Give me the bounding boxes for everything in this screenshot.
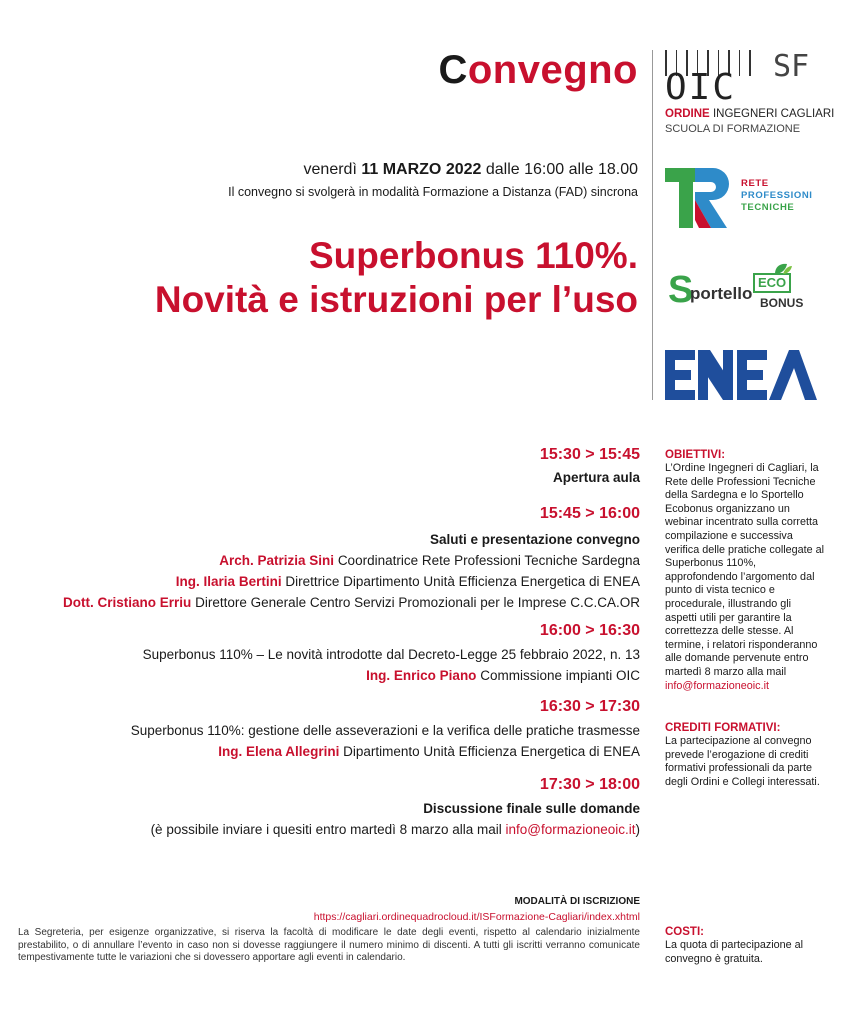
slot-title: Apertura aula (552, 470, 640, 485)
page-title: Convegno (438, 48, 638, 92)
speaker-name: Ing. Ilaria Bertini (175, 574, 282, 589)
program-slot-4 (131, 698, 640, 762)
speaker-name: Arch. Patrizia Sini (219, 553, 335, 568)
oic-sf-mark: SF (773, 49, 810, 84)
speaker-row (131, 741, 640, 762)
contact-email-link[interactable]: info@formazioneoic.it (505, 822, 636, 837)
enea-mark-icon (665, 350, 817, 400)
speaker-role: Direttore Generale Centro Servizi Promozionali per le Imprese C.C.CA.OR (195, 595, 640, 610)
sportello-ecobonus-logo: S portello ECO BONUS (668, 262, 818, 322)
event-date: venerdì 11 MARZO 2022 dalle 16:00 alle 18.00 (303, 161, 638, 178)
enea-logo (665, 350, 817, 400)
speaker-name: Ing. Enrico Piano (366, 668, 477, 683)
oic-order-name: ORDINE INGEGNERI CAGLIARI (665, 108, 835, 120)
leaf-icon (773, 262, 793, 276)
registration-link[interactable]: https://cagliari.ordinequadrocloud.it/ISFormazione-Cagliari/index.xhtml (313, 911, 640, 923)
speaker-name: Ing. Elena Allegrini (218, 744, 340, 759)
credits-text: La partecipazione al convegno prevede l’erogazione di crediti formativi professionali da parte degli Ordini e Collegi interessati. (665, 735, 820, 788)
objectives-heading: OBIETTIVI: (665, 449, 726, 461)
objectives-text: L’Ordine Ingegneri di Cagliari, la Rete delle Professioni Tecniche della Sardegna e lo Sportello Ecobonus organizzano un webinar incentrato sulla corretta compilazione e successiva verifica delle pratiche collegate al Superbonus 110%, approfondendo l’argomento dal punto di vista tecnico e procedurale, illustrando gli aspetti utili per garantire la correttezza delle stesse. Al termine, i relatori risponderanno alle domande pervenute entro martedì 8 marzo alla mail info@formazioneoic.it (665, 462, 825, 692)
oic-school-name: SCUOLA DI FORMAZIONE (665, 123, 801, 135)
speaker-row (63, 592, 640, 613)
slot-time: 16:30 > 17:30 (539, 698, 640, 715)
speaker-role: Direttrice Dipartimento Unità Efficienza Energetica di ENEA (285, 574, 640, 589)
slot-title: Superbonus 110%: gestione delle asseverazioni e la verifica delle pratiche trasmesse (130, 723, 640, 738)
costs-heading: COSTI: (665, 926, 704, 938)
rete-professioni-tecniche-logo (665, 168, 825, 228)
event-format: Il convegno si svolgerà in modalità Formazione a Distanza (FAD) sincrona (228, 185, 638, 199)
objectives-email-link[interactable]: info@formazioneoic.it (665, 679, 769, 692)
slot-time: 15:45 > 16:00 (539, 505, 640, 522)
slot-note: (è possibile inviare i quesiti entro martedì 8 marzo alla mail info@formazioneoic.it) (150, 822, 640, 837)
info-sidebar (665, 448, 825, 789)
speaker-role: Coordinatrice Rete Professioni Tecniche Sardegna (337, 553, 640, 568)
registration-heading: MODALITÀ DI ISCRIZIONE (514, 896, 640, 907)
slot-time: 16:00 > 16:30 (539, 622, 640, 639)
slot-time: 17:30 > 18:00 (539, 776, 640, 793)
slot-title: Superbonus 110% – Le novità introdotte dal Decreto-Legge 25 febbraio 2022, n. 13 (142, 647, 640, 662)
slot-time: 15:30 > 15:45 (539, 446, 640, 463)
disclaimer-text: La Segreteria, per esigenze organizzative, si riserva la facoltà di modificare le date degli eventi, rispetto al calendario inizialmente prestabilito, o di annullare l’evento in caso non si dovesse raggiungere il numero minimo di discenti. A tutti gli iscritti verranno comunicate tempestivamente tutte le variazioni che si dovessero apportare agli eventi in calendario. (18, 927, 640, 963)
speaker-role: Commissione impianti OIC (480, 668, 640, 683)
slot-title: Discussione finale sulle domande (423, 801, 640, 816)
speaker-row (143, 665, 640, 686)
rpt-mark-icon (665, 168, 735, 228)
costs-text: La quota di partecipazione al convegno è gratuita. (665, 939, 804, 965)
program-slot-2 (63, 505, 640, 613)
speaker-name: Dott. Cristiano Erriu (63, 595, 192, 610)
speaker-role: Dipartimento Unità Efficienza Energetica di ENEA (343, 744, 640, 759)
costs-block (665, 925, 825, 966)
speaker-row (63, 571, 640, 592)
event-headline: Superbonus 110%. Novità e istruzioni per l’uso (154, 235, 638, 320)
rpt-wordmark: RETE PROFESSIONI TECNICHE (741, 178, 813, 213)
program-slot-5 (151, 776, 640, 840)
slot-title: Saluti e presentazione convegno (429, 532, 640, 547)
speaker-row (63, 550, 640, 571)
credits-heading: CREDITI FORMATIVI: (665, 722, 781, 735)
oic-mark: OIC (665, 67, 737, 108)
program-slot-1 (540, 446, 640, 485)
program-slot-3 (143, 622, 640, 686)
vertical-divider (652, 50, 653, 400)
